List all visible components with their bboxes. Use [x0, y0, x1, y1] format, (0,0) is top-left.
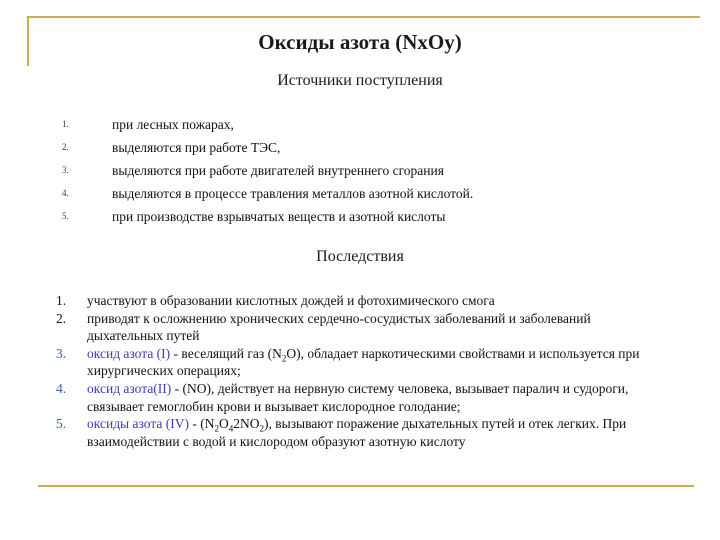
list-item	[56, 415, 666, 450]
sources-list	[0, 113, 720, 228]
list-text: при производстве взрывчатых веществ и азотной кислоты	[112, 209, 446, 224]
effects-heading: Последствия	[316, 248, 404, 265]
frame-bottom-rule	[38, 485, 694, 487]
list-text: участвуют в образовании кислотных дождей и фотохимического смога	[87, 293, 495, 308]
list-text: выделяются при работе ТЭС,	[112, 140, 281, 155]
list-item	[0, 159, 720, 182]
list-item	[56, 292, 666, 310]
list-number: 1.	[62, 119, 69, 129]
list-text: - веселящий газ (N	[170, 345, 282, 361]
list-number: 3.	[62, 165, 69, 175]
list-text: - (NO), действует на нервную систему человека, вызывает паралич и судороги, связывает гемоглобин крови и вызывает кислородное голодание;	[87, 380, 629, 414]
list-number: 1.	[56, 293, 67, 308]
effects-list	[56, 292, 666, 450]
list-text: O	[219, 416, 229, 432]
list-number: 2.	[56, 310, 67, 326]
page-title: Оксиды азота (NxOy)	[258, 30, 462, 54]
list-text: выделяются в процессе травления металлов азотной кислотой.	[112, 186, 474, 201]
list-text: ), вызывают поражение дыхательных путей и отек легких. При взаимодействии с водой и кислородом образуют азотную кислоту	[87, 416, 627, 449]
list-item	[0, 136, 720, 159]
frame-top-rule	[27, 16, 700, 18]
list-item	[56, 380, 666, 415]
list-number: 2.	[62, 142, 69, 152]
list-number: 4.	[56, 380, 67, 396]
subscript: 2	[281, 353, 287, 364]
list-text: O), обладает наркотическими свойствами и используется при хирургических операциях;	[87, 345, 640, 379]
subscript: 2	[214, 423, 219, 434]
sources-heading: Источники поступления	[277, 72, 443, 89]
list-text: приводят к осложнению хронических сердечно-сосудистых заболеваний и заболеваний дыхательных путей	[87, 310, 591, 344]
list-text: - (N	[189, 416, 215, 432]
list-number: 3.	[56, 345, 67, 361]
list-item	[0, 182, 720, 205]
list-item	[0, 205, 720, 228]
list-number: 5.	[62, 211, 69, 221]
highlighted-term: оксид азота(II)	[87, 380, 172, 396]
highlighted-term: оксид азота (I)	[87, 345, 171, 361]
list-number: 5.	[56, 416, 67, 432]
list-text: выделяются при работе двигателей внутреннего сгорания	[112, 163, 444, 178]
highlighted-term: оксиды азота (IV)	[87, 416, 189, 432]
list-text: 2NO	[233, 416, 260, 432]
list-number: 4.	[62, 188, 69, 198]
list-item	[0, 113, 720, 136]
list-text: при лесных пожарах,	[112, 117, 234, 132]
subscript: 2	[259, 423, 264, 434]
subscript: 4	[228, 423, 234, 434]
list-item	[56, 345, 666, 380]
list-item	[56, 310, 666, 345]
